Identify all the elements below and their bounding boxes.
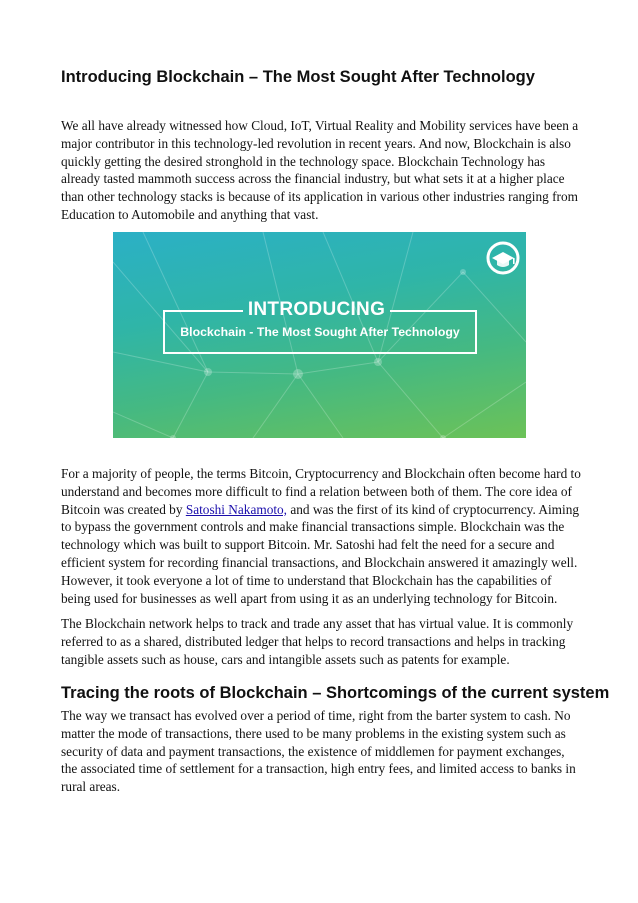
intro-paragraph: We all have already witnessed how Cloud, IoT, Virtual Reality and Mobility services have been a major contributor in this technology-led revolution in recent years. And now, Blockchain is also quickly getting the desired stronghold in the technology space. Blockchain Technology has already tasted mammoth success across the financial industry, but what sets it at a higher place than other technology stacks is because of its application in various other industries ranging from Education to Automobile and anything that vast.: [61, 118, 579, 222]
banner-frame-top-left: [163, 310, 243, 312]
history-paragraph: [61, 465, 581, 607]
network-paragraph: The Blockchain network helps to track and trade any asset that has virtual value. It is commonly referred to as a shared, distributed ledger that helps to record transactions and helps in tracking tangible assets such as house, cars and intangible assets such as patents for example.: [61, 616, 574, 667]
section-heading: Tracing the roots of Blockchain – Shortcomings of the current system: [61, 684, 610, 702]
satoshi-nakamoto-link[interactable]: Satoshi Nakamoto,: [185, 501, 288, 517]
history-paragraph-start: For a majority of people, the terms Bitcoin, Cryptocurrency and Blockchain often become hard to understand and becomes more difficult to find a relation between both of them. The core idea of Bitcoin was created by: [61, 466, 581, 517]
banner-frame-top-right: [390, 310, 475, 312]
history-paragraph-end: and was the first of its kind of cryptocurrency. Aiming to bypass the government controls and make financial transactions simple. Blockchain was the technology which was built to support Bitcoin. Mr. Satoshi had felt the need for a secure and efficient system for recording financial transactions, and Blockchain answered it amazingly well. However, it took everyone a lot of time to understand that Blockchain has the capabilities of being used for businesses as well apart from using it as an underlying technology for Bitcoin.: [61, 501, 579, 606]
graduation-cap-logo-icon: [485, 240, 521, 276]
document-title: Introducing Blockchain – The Most Sought After Technology: [61, 68, 535, 86]
banner-subline: Blockchain - The Most Sought After Technology: [180, 325, 460, 339]
blockchain-banner-image: [113, 232, 526, 438]
banner-headline: INTRODUCING: [247, 299, 386, 320]
roots-paragraph: The way we transact has evolved over a period of time, right from the barter system to cash. No matter the mode of transactions, there used to be many problems in the existing system such as security of data and payment transactions, the existence of middlemen for payment exchanges, the associated time of settlement for a transaction, high entry fees, and limited access to banks in rural areas.: [61, 708, 576, 795]
